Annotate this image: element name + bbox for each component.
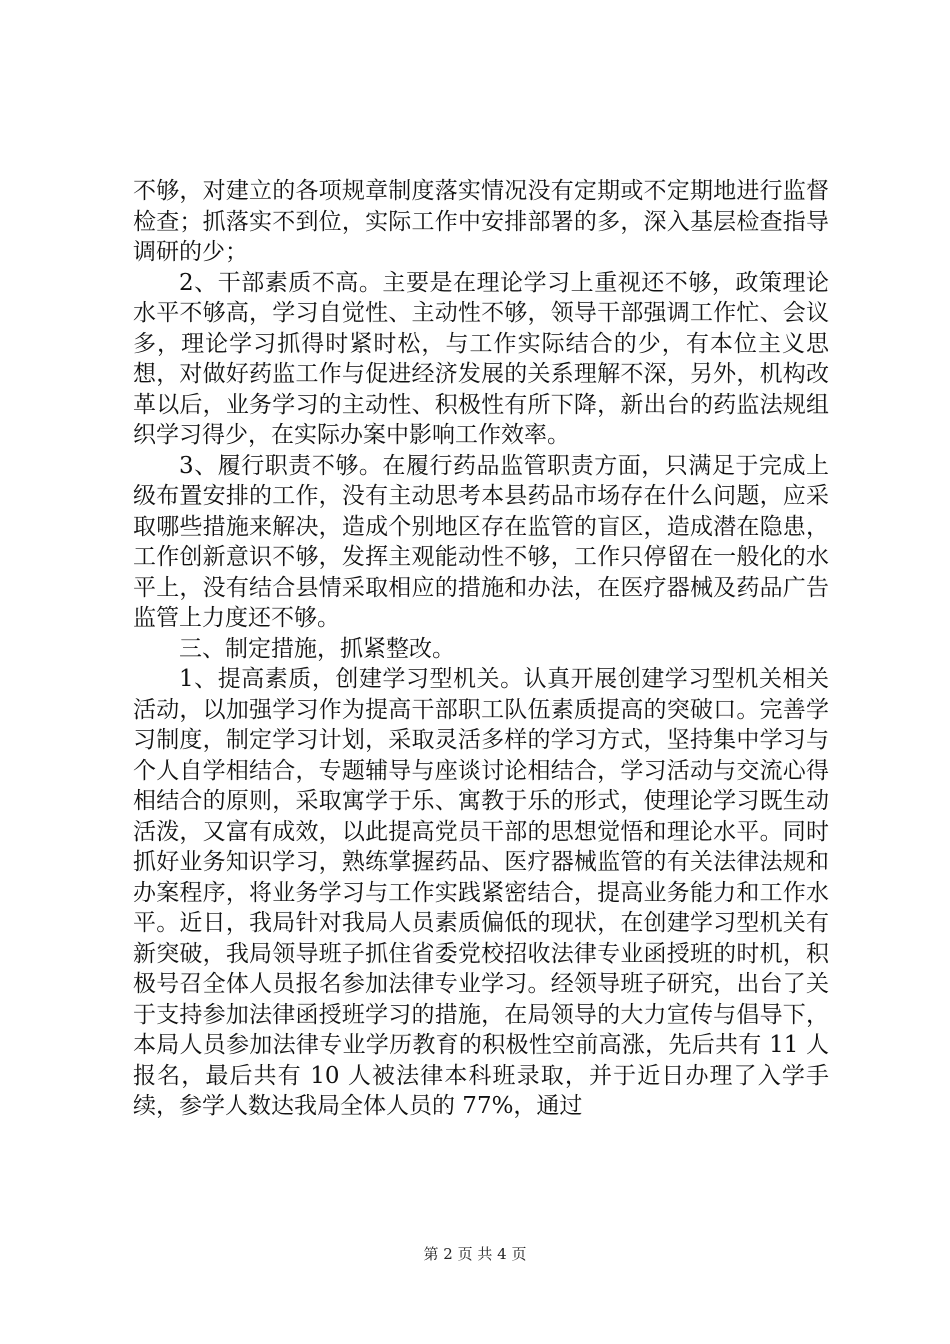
page-number-footer: 第 2 页 共 4 页 [423, 1245, 527, 1263]
document-body [133, 176, 829, 1122]
paragraph-learning-organization: 1、提高素质，创建学习型机关。认真开展创建学习型机关相关活动，以加强学习作为提高干部职工队伍素质提高的突破口。完善学习制度，制定学习计划，采取灵活多样的学习方式，坚持集中学习与个人自学相结合，专题辅导与座谈讨论相结合，学习活动与交流心得相结合的原则，采取寓学于乐、寓教于乐的形式，使理论学习既生动活泼，又富有成效，以此提高党员干部的思想觉悟和理论水平。同时抓好业务知识学习，熟练掌握药品、医疗器械监管的有关法律法规和办案程序，将业务学习与工作实践紧密结合，提高业务能力和工作水平。近日，我局针对我局人员素质偏低的现状，在创建学习型机关有新突破，我局领导班子抓住省委党校招收法律专业函授班的时机，积极号召全体人员报名参加法律专业学习。经领导班子研究，出台了关于支持参加法律函授班学习的措施，在局领导的大力宣传与倡导下，本局人员参加法律专业学历教育的积极性空前高涨，先后共有 11 人报名，最后共有 10 人被法律本科班录取，并于近日办理了入学手续，参学人数达我局全体人员的 77%，通过 [133, 666, 829, 1119]
paragraph-cadre-quality: 2、干部素质不高。主要是在理论学习上重视还不够，政策理论水平不够高，学习自觉性、主动性不够，领导干部强调工作忙、会议多，理论学习抓得时紧时松，与工作实际结合的少，有本位主义思想，对做好药监工作与促进经济发展的关系理解不深，另外，机构改革以后，业务学习的主动性、积极性有所下降，新出台的药监法规组织学习得少，在实际办案中影响工作效率。 [133, 269, 829, 448]
paragraph-continuation: 不够，对建立的各项规章制度落实情况没有定期或不定期地进行监督检查；抓落实不到位，实际工作中安排部署的多，深入基层检查指导调研的少； [133, 178, 829, 265]
section-heading-measures: 三、制定措施，抓紧整改。 [179, 635, 455, 662]
paragraph-duty-performance: 3、履行职责不够。在履行药品监管职责方面，只满足于完成上级布置安排的工作，没有主动思考本县药品市场存在什么问题，应采取哪些措施来解决，造成个别地区存在监管的盲区，造成潜在隐患，工作创新意识不够，发挥主观能动性不够，工作只停留在一般化的水平上，没有结合县情采取相应的措施和办法，在医疗器械及药品广告监管上力度还不够。 [133, 452, 829, 631]
